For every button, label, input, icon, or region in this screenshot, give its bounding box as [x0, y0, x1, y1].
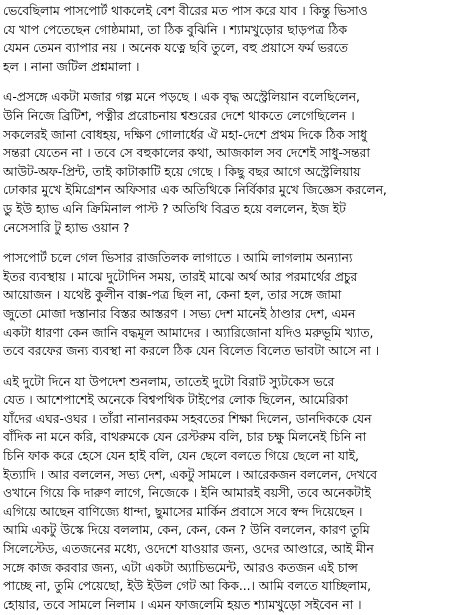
text-line: উনি নিজে ব্রিটিশ, পত্নীর প্ররোচনায় শ্বশুরের দেশে থাকতে লেগেছিলেন ।	[3, 107, 355, 123]
text-line: সঙ্গে কাজ করবার জন্য, এটা একটা অ্যাচিভমেন্ট, আরও কতজন এই চান্স	[3, 559, 358, 575]
text-line: জুতো মোজা দস্তানার বিস্তর আস্তরণ । সভ্য দেশ মানেই ঠাণ্ডার দেশ, এমন	[3, 305, 356, 321]
text-line: এ-প্রসঙ্গে একটা মজার গল্প মনে পড়ছে । এক বৃদ্ধ অস্ট্রেলিয়ান বলেছিলেন,	[3, 89, 360, 105]
text-line: ইতর ব্যবস্থায় । মাঝে দুটোদিন সময়, তারই মাঝে অর্থ আর পরমার্থের প্রচুর	[3, 268, 358, 284]
text-line: বাঁদিক না মনে করি, বাথরুমকে যেন রেস্টরুম বলি, চার চক্ষু মিলনেই চিনি না	[3, 429, 367, 445]
text-line: পাচ্ছে না, তুমি পেয়েছো, ইউ ইউল গেট আ কিক...। আমি বলতে যাচ্ছিলাম,	[3, 578, 372, 594]
text-line: সন্তরা যেতেন না । তবে সে বহুকালের কথা, আজকাল সব দেশেই সাধু-সন্তরা	[3, 145, 370, 161]
text-line: আউট-অফ-প্রিন্ট, তাই কাটাকাটি হয়ে গেছে । কিছু বছর আগে অস্ট্রেলিয়ায়	[3, 163, 361, 179]
text-line: সিলেস্টেড, এতজনের মধ্যে, ওদেশে যাওয়ার জন্য, ওদের আণ্ডারে, আই মীন	[3, 541, 374, 557]
text-line: আমি একটু উস্কে দিয়ে বললাম, কেন, কেন, কেন ? উনি বললেন, কারণ তুমি	[3, 522, 370, 538]
text-line: ইত্যাদি । আর বললেন, সভ্য দেশ, একটু সামলে । আরেকজন বললেন, দেখবে	[3, 466, 377, 482]
text-line: যেত । আশেপাশেই অনেকে বিশ্বপথিক টাইপের লোক ছিলেন, আমেরিকা	[3, 392, 348, 408]
paragraph-passport-visa	[3, 2, 453, 76]
text-line: এই দুটো দিনে যা উপদেশ শুনলাম, তাতেই দুটো বিরাট স্যুটকেস ভরে	[3, 373, 335, 389]
text-line: সকলেরই জানা বোধহয়, দক্ষিণ গোলার্ধের ঐ মহা-দেশে প্রথম দিকে ঠিক সাধু	[3, 126, 367, 142]
text-line: চিনি ফাক করে হেসে যেন হাই বলি, যেন ছেলে বলতে গিয়ে ছেলে না যাই,	[3, 448, 359, 464]
text-line: ঢোকার মুখে ইমিগ্রেশন অফিসার এক অতিথিকে নির্বিকার মুখে জিজ্ঞেস করলেন,	[3, 182, 387, 198]
text-line: নেসেসারি টু হ্যাভ ওয়ান ?	[3, 219, 130, 235]
text-line: তবে বরফের জন্য ব্যবস্থা না করলে ঠিক যেন বিলেত বিলেত ভাবটা আসে না ।	[3, 343, 380, 359]
text-line: যাঁদের এঘর-ওঘর । তাঁরা নানানরকম সহবতের শিক্ষা দিলেন, ডানদিককে যেন	[3, 410, 372, 426]
text-line: ওখানে গিয়ে কি দারুণ লাগে, নিজেকে । ইনি আমারই বয়সী, তবে অনেকটাই	[3, 485, 371, 501]
text-line: হোয়ার, তবে সামলে নিলাম । এমন ফাজলেমি হয়ত শ্যামখুড়ো সইবেন না ।	[3, 596, 362, 612]
text-line: একটা ধারণা কেন জানি বদ্ধমূল আমাদের । অ্যারিজোনা যদিও মরুভূমি খ্যাত,	[3, 324, 374, 340]
text-line: ভেবেছিলাম পাসপোর্ট থাকলেই বেশ বীরের মত পাস করে যাব । কিন্তু ভিসাও	[3, 3, 368, 18]
text-line: ডু ইউ হ্যাভ এনি ক্রিমিনাল পাস্ট ? অতিথি বিব্রত হয়ে বললেন, ইজ ইট	[3, 200, 346, 216]
paragraph-preparations	[3, 249, 453, 361]
text-line: হল । নানা জটিল প্রশ্নমালা ।	[3, 58, 140, 74]
paragraph-advice	[3, 373, 453, 615]
text-line: যেমন তেমন ব্যাপার নয় । অনেক যত্নে ছবি তুলে, বহু প্রয়াসে ফর্ম ভরতে	[3, 40, 348, 56]
paragraph-australian-story	[3, 88, 453, 237]
text-line: যে খাপ পেতেছেন গোষ্ঠমামা, তা ঠিক বুঝিনি । শ্যামখুড়োর ছাড়পত্র ঠিক	[3, 21, 347, 37]
text-line: আয়োজন । যথেষ্ট কুলীন বাক্স-পত্র ছিল না, কেনা হল, তার সঙ্গে জামা	[3, 287, 342, 303]
text-line: এগিয়ে আছেন বাণিজ্যে ধান্দা, ছুমাসের মার্কিন প্রবাসে সবে স্বন্দ দিয়েছেন ।	[3, 503, 363, 519]
text-line: পাসপোর্ট চলে গেল ভিসার রাজতিলক লাগাতে । আমি লাগলাম অন্যান্য	[3, 250, 353, 266]
